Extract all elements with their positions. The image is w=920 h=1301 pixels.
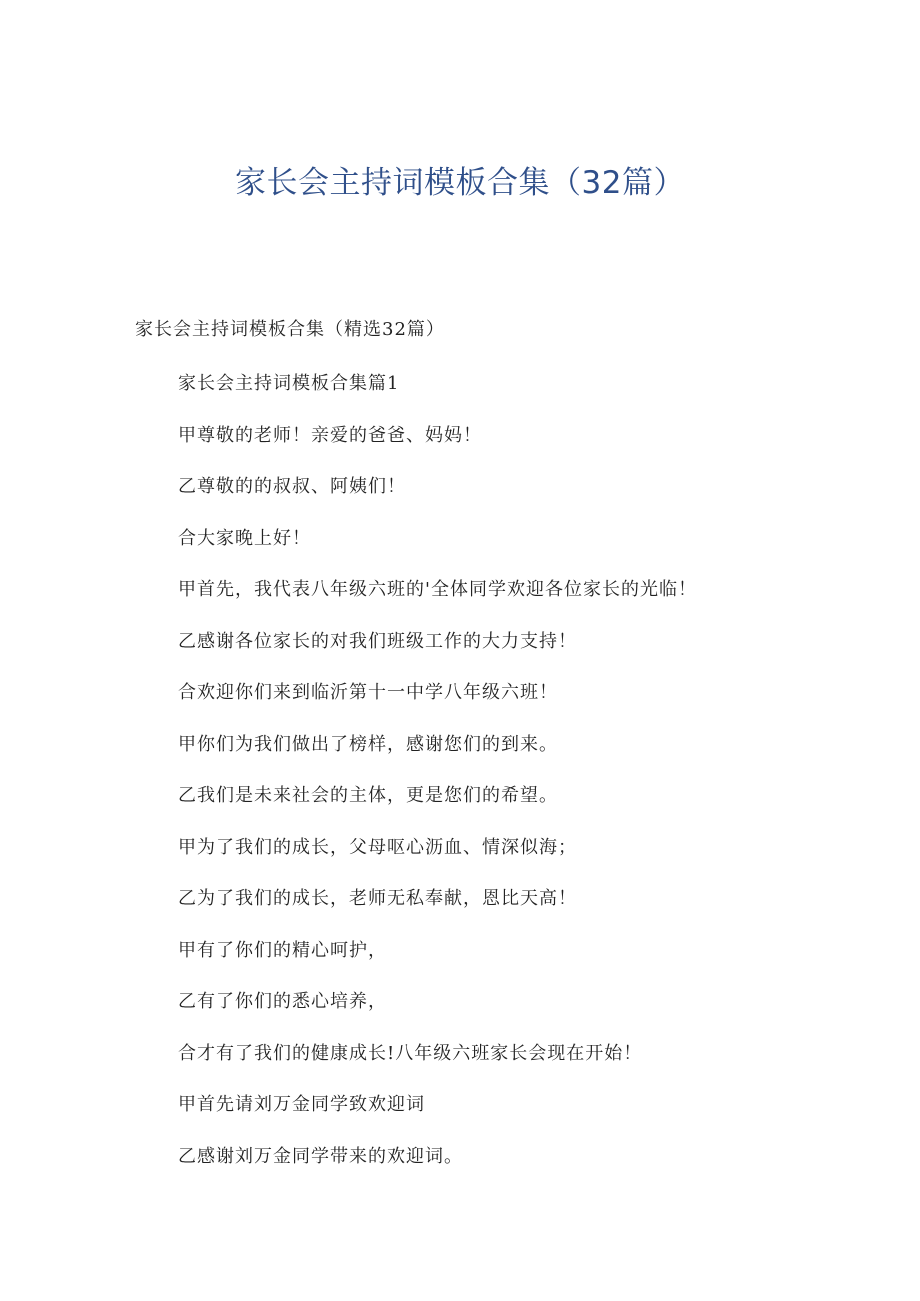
paragraph: 乙感谢各位家长的对我们班级工作的大力支持！ [178,630,577,652]
paragraph: 甲首先请刘万金同学致欢迎词 [178,1094,425,1115]
paragraph-list [178,367,878,1191]
paragraph: 合大家晚上好！ [178,527,311,549]
paragraph: 乙感谢刘万金同学带来的欢迎词。 [178,1145,463,1167]
paragraph: 甲为了我们的成长，父母呕心沥血、情深似海； [178,836,577,858]
paragraph: 家长会主持词模板合集篇1 [178,373,400,394]
document-title: 家长会主持词模板合集（32篇） [235,165,685,201]
paragraph: 甲首先，我代表八年级六班的'全体同学欢迎各位家长的光临！ [178,579,697,600]
paragraph: 甲你们为我们做出了榜样，感谢您们的到来。 [178,733,558,755]
paragraph: 乙有了你们的悉心培养， [178,991,387,1012]
paragraph: 甲有了你们的精心呵护， [178,939,387,961]
paragraph: 合欢迎你们来到临沂第十一中学八年级六班！ [178,682,558,703]
document-subtitle: 家长会主持词模板合集（精选32篇） [135,319,445,340]
paragraph: 乙我们是未来社会的主体，更是您们的希望。 [178,785,558,806]
paragraph: 乙为了我们的成长，老师无私奉献，恩比天高！ [178,888,577,909]
paragraph: 甲尊敬的老师！亲爱的爸爸、妈妈！ [178,424,482,446]
paragraph: 合才有了我们的健康成长!八年级六班家长会现在开始！ [178,1042,643,1064]
paragraph: 乙尊敬的的叔叔、阿姨们！ [178,476,406,497]
